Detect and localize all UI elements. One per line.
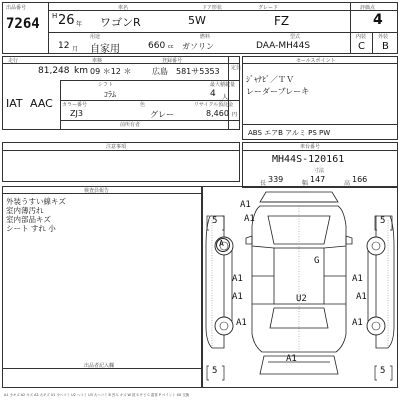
sales-point-2: レーダーブレーキ	[246, 87, 310, 96]
year: 26	[58, 13, 75, 28]
mark-a1-left-rear: A1	[232, 292, 243, 302]
transmission: IAT	[6, 97, 23, 110]
usage: 自家用	[90, 44, 120, 55]
mark-five-tr: 5	[380, 216, 386, 226]
mark-a1-right-rear: A1	[356, 292, 367, 302]
exterior-grade: B	[382, 41, 389, 52]
mark-g: G	[314, 256, 320, 266]
inspector-note-4: シート すれ 小	[6, 224, 56, 233]
mark-a1-rear-left: A1	[236, 318, 247, 328]
doors: 5W	[188, 14, 206, 27]
mark-a-left: A	[219, 239, 224, 248]
plate-region: 広島	[152, 67, 168, 76]
bracket-marks	[202, 186, 398, 388]
mark-u2: U2	[296, 294, 307, 304]
air-conditioning: AAC	[30, 97, 53, 110]
mark-five-br: 5	[380, 366, 386, 376]
damage-legend: A1 小キズ A2 キズ A3 大キズ U1 小ヘコミ U2 ヘコミ U3 大ヘコミ B 凹み キズ W 波 S サビ C 腐食 P ペイント XX 交換	[4, 393, 190, 397]
mileage: 81,248	[38, 66, 70, 76]
recycle-fee: 8,460	[206, 109, 229, 118]
seller-note-label: 出品者記入欄	[84, 363, 115, 369]
length: 339	[268, 175, 284, 184]
model-type: DAA-MH44S	[256, 41, 311, 51]
mark-a1-rear-right: A1	[352, 318, 363, 328]
mark-a1-right-front: A1	[352, 274, 363, 284]
mark-front-top: A1	[240, 200, 251, 210]
inspector-note-1: 外装うすい線キズ	[6, 197, 66, 206]
grade: FZ	[274, 14, 290, 28]
mark-front-mid: A1	[244, 214, 255, 224]
inspector-note-3: 室内部品キズ	[6, 215, 51, 224]
sales-point-1: ｼﾞｬﾅﾋﾞ／ＴＶ	[246, 75, 294, 84]
model-name: ワゴンR	[100, 16, 141, 29]
fuel: ガソリン	[182, 42, 214, 51]
width: 147	[310, 175, 326, 184]
auction-score: 4	[373, 12, 383, 28]
inspector-note-2: 室内薄汚れ	[6, 206, 44, 215]
height: 166	[352, 175, 368, 184]
interior-grade: C	[358, 41, 365, 52]
era: H	[52, 12, 58, 20]
chassis-number: MH44S-120161	[272, 154, 345, 165]
engine-cc: 660	[148, 41, 166, 51]
seats: 4	[210, 89, 216, 99]
mark-a1-bottom: A1	[286, 354, 297, 364]
mark-five-bl: 5	[212, 366, 218, 376]
mark-five-tl: 5	[212, 216, 218, 226]
lot-label: 出品番号	[6, 5, 27, 11]
equipment-list: ABS エアB アルミ PS PW	[248, 129, 331, 137]
color-code: ZJ3	[70, 109, 83, 118]
inspection-date: 09 ＊12 ＊	[90, 67, 132, 76]
month: 12	[58, 41, 70, 51]
shift: ｺﾗﾑ	[104, 90, 116, 99]
mark-a1-left-front: A1	[232, 274, 243, 284]
color-name: グレー	[150, 110, 174, 119]
lot-number: 7264	[6, 16, 40, 32]
plate-number: 581サ5353	[176, 67, 220, 76]
